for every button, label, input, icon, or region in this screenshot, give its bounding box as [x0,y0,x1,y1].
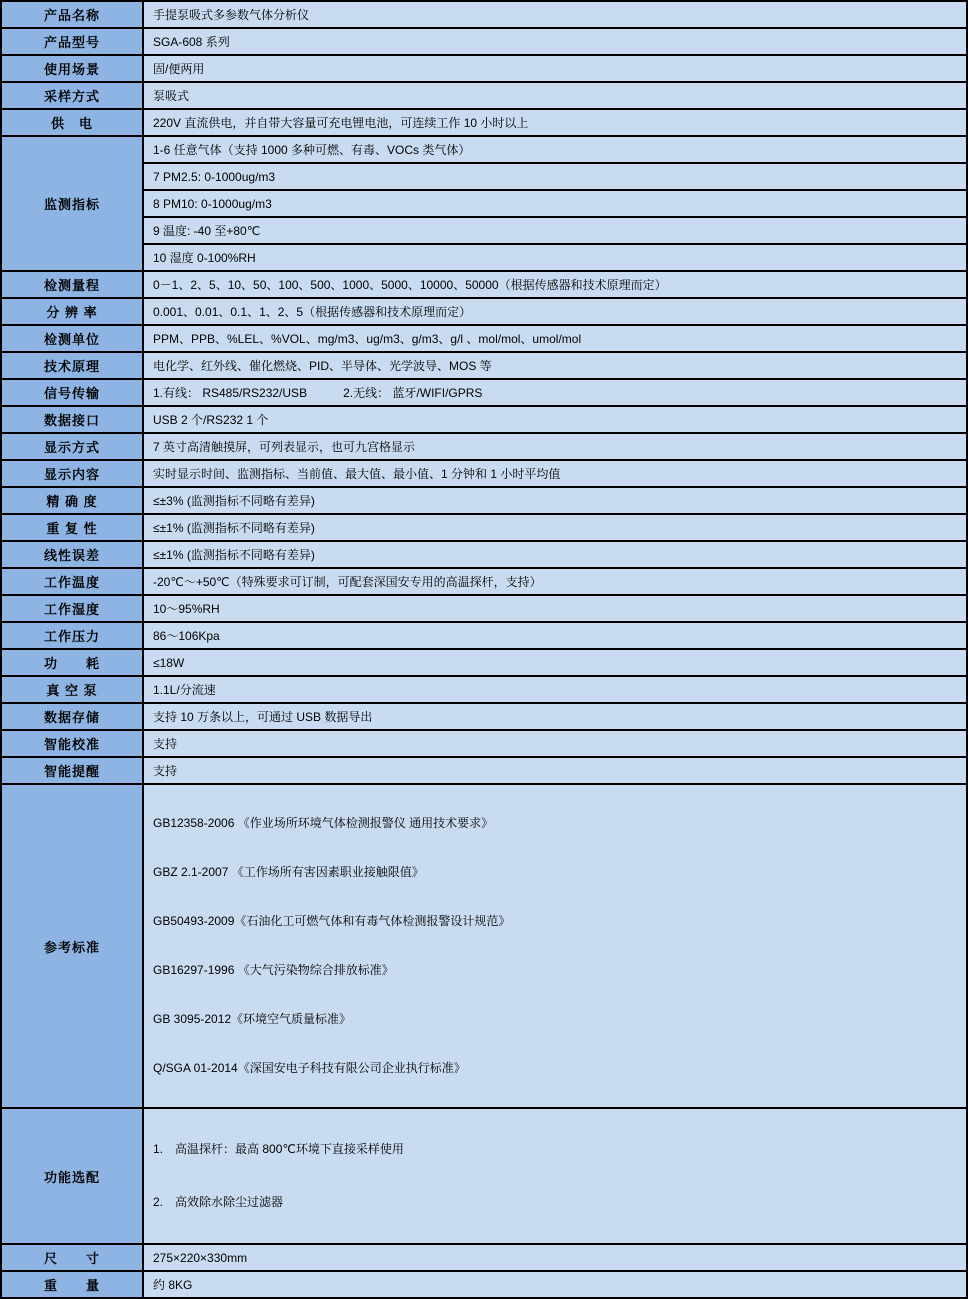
table-row [1,298,967,325]
reference-standard-line: Q/SGA 01-2014《深国安电子科技有限公司企业执行标准》 [153,1061,466,1075]
table-row [1,757,967,784]
table-row [1,568,967,595]
value-resolution: 0.001、0.01、0.1、1、2、5（根据传感器和技术原理而定） [143,298,967,325]
table-row [1,379,967,406]
value-data-storage: 支持 10 万条以上，可通过 USB 数据导出 [143,703,967,730]
label-smart-calibration: 智能校准 [1,730,143,757]
label-resolution: 分 辨 率 [1,298,143,325]
table-row [1,784,967,1108]
label-working-humidity: 工作湿度 [1,595,143,622]
value-product-name: 手提泵吸式多参数气体分析仪 [143,1,967,28]
label-signal-transmission: 信号传输 [1,379,143,406]
optional-feature-line: 1. 高温探杆：最高 800℃环境下直接采样使用 [153,1142,404,1156]
value-dimensions: 275×220×330mm [143,1244,967,1271]
table-row [1,1108,967,1244]
label-power-consumption: 功 耗 [1,649,143,676]
value-display-content: 实时显示时间、监测指标、当前值、最大值、最小值、1 分钟和 1 小时平均值 [143,460,967,487]
value-sampling-method: 泵吸式 [143,82,967,109]
value-working-humidity: 10～95%RH [143,595,967,622]
value-working-pressure: 86～106Kpa [143,622,967,649]
value-reference-standards [143,784,967,1108]
table-row [1,244,967,271]
label-vacuum-pump: 真 空 泵 [1,676,143,703]
label-display-mode: 显示方式 [1,433,143,460]
table-row [1,190,967,217]
value-monitoring-indicator-2: 7 PM2.5: 0-1000ug/m3 [143,163,967,190]
value-smart-calibration: 支持 [143,730,967,757]
optional-feature-line: 2. 高效除水除尘过滤器 [153,1195,284,1209]
label-data-interface: 数据接口 [1,406,143,433]
table-row [1,595,967,622]
label-dimensions: 尺 寸 [1,1244,143,1271]
table-row [1,28,967,55]
table-row [1,109,967,136]
table-row [1,1,967,28]
label-weight: 重 量 [1,1271,143,1298]
reference-standard-line: GB12358-2006 《作业场所环境气体检测报警仪 通用技术要求》 [153,816,494,830]
table-row [1,325,967,352]
value-monitoring-indicator-5: 10 湿度 0-100%RH [143,244,967,271]
value-detection-unit: PPM、PPB、%LEL、%VOL、mg/m3、ug/m3、g/m3、g/l 、mol/mol、umol/mol [143,325,967,352]
label-technical-principle: 技术原理 [1,352,143,379]
table-row [1,676,967,703]
reference-standard-line: GBZ 2.1-2007 《工作场所有害因素职业接触限值》 [153,865,424,879]
value-display-mode: 7 英寸高清触摸屏，可列表显示，也可九宫格显示 [143,433,967,460]
reference-standard-line: GB50493-2009《石油化工可燃气体和有毒气体检测报警设计规范》 [153,914,511,928]
value-vacuum-pump: 1.1L/分流速 [143,676,967,703]
value-usage-scenario: 固/便两用 [143,55,967,82]
label-sampling-method: 采样方式 [1,82,143,109]
value-working-temperature: -20℃～+50℃（特殊要求可订制，可配套深国安专用的高温探杆，支持） [143,568,967,595]
label-working-pressure: 工作压力 [1,622,143,649]
value-monitoring-indicator-3: 8 PM10: 0-1000ug/m3 [143,190,967,217]
table-row [1,514,967,541]
table-row [1,541,967,568]
label-usage-scenario: 使用场景 [1,55,143,82]
label-repeatability: 重 复 性 [1,514,143,541]
reference-standard-line: GB 3095-2012《环境空气质量标准》 [153,1012,352,1026]
label-linearity-error: 线性误差 [1,541,143,568]
value-product-model: SGA-608 系列 [143,28,967,55]
value-data-interface: USB 2 个/RS232 1 个 [143,406,967,433]
value-optional-features [143,1108,967,1244]
table-row [1,1271,967,1298]
table-row [1,55,967,82]
reference-standard-line: GB16297-1996 《大气污染物综合排放标准》 [153,963,394,977]
value-detection-range: 0－1、2、5、10、50、100、500、1000、5000、10000、50000（根据传感器和技术原理而定） [143,271,967,298]
label-accuracy: 精 确 度 [1,487,143,514]
value-linearity-error: ≤±1% (监测指标不同略有差异) [143,541,967,568]
value-signal-transmission: 1.有线： RS485/RS232/USB 2.无线： 蓝牙/WIFI/GPRS [143,379,967,406]
value-repeatability: ≤±1% (监测指标不同略有差异) [143,514,967,541]
table-row [1,433,967,460]
label-data-storage: 数据存储 [1,703,143,730]
label-detection-unit: 检测单位 [1,325,143,352]
value-technical-principle: 电化学、红外线、催化燃烧、PID、半导体、光学波导、MOS 等 [143,352,967,379]
table-row [1,730,967,757]
label-product-name: 产品名称 [1,1,143,28]
label-monitoring-indicators: 监测指标 [1,136,143,271]
value-power-consumption: ≤18W [143,649,967,676]
value-smart-reminder: 支持 [143,757,967,784]
table-row [1,622,967,649]
value-weight: 约 8KG [143,1271,967,1298]
label-working-temperature: 工作温度 [1,568,143,595]
table-row [1,271,967,298]
label-detection-range: 检测量程 [1,271,143,298]
value-monitoring-indicator-4: 9 温度: -40 至+80℃ [143,217,967,244]
value-monitoring-indicator-1: 1-6 任意气体（支持 1000 多种可燃、有毒、VOCs 类气体） [143,136,967,163]
table-row [1,82,967,109]
table-row [1,460,967,487]
table-row [1,136,967,163]
value-power-supply: 220V 直流供电，并自带大容量可充电锂电池，可连续工作 10 小时以上 [143,109,967,136]
label-smart-reminder: 智能提醒 [1,757,143,784]
label-reference-standards: 参考标准 [1,784,143,1108]
table-row [1,406,967,433]
label-optional-features: 功能选配 [1,1108,143,1244]
table-row [1,703,967,730]
label-product-model: 产品型号 [1,28,143,55]
table-row [1,487,967,514]
label-power-supply: 供 电 [1,109,143,136]
value-accuracy: ≤±3% (监测指标不同略有差异) [143,487,967,514]
table-row [1,649,967,676]
table-row [1,1244,967,1271]
table-row [1,352,967,379]
label-display-content: 显示内容 [1,460,143,487]
table-row [1,217,967,244]
table-row [1,163,967,190]
